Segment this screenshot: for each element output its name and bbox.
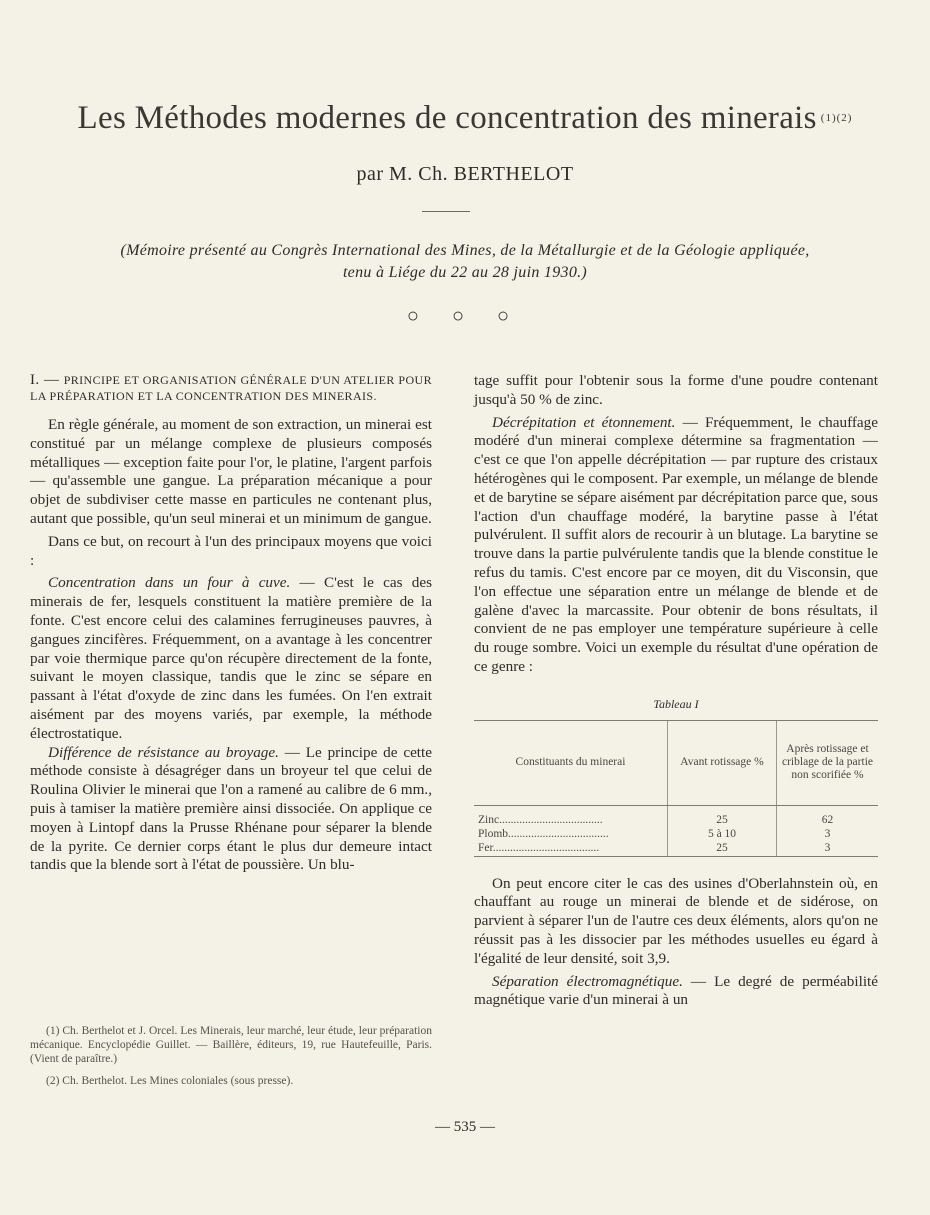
memo-line-1: (Mémoire présenté au Congrès International des Mines, de la Métallurgie et de la Géologie appliquée, bbox=[120, 242, 810, 259]
section-heading: I. — PRINCIPE ET ORGANISATION GÉNÉRALE D'UN ATELIER POUR LA PRÉPARATION ET LA CONCENTRATION DES MINERAIS. bbox=[30, 372, 432, 403]
article-title: Les Méthodes modernes de concentration des minerais $^{(1)(2)}$ bbox=[77, 100, 853, 136]
paragraph: Dans ce but, on recourt à l'un des principaux moyens que voici : bbox=[30, 532, 432, 569]
paragraph: tage suffit pour l'obtenir sous la forme d'une poudre contenant jusqu'à 50 % de zinc. bbox=[474, 372, 878, 408]
table-cell: Plomb................................... bbox=[478, 828, 609, 841]
ornament: ○ ○ ○ bbox=[406, 305, 524, 327]
table-cell: 62 bbox=[777, 805, 879, 828]
paragraph: Différence de résistance au broyage. — Le principe de cette méthode consiste à désagréger dans un broyeur tel que celui de Roulina Olivier le minerai que l'on a ramené au calibre de 6 mm., puis à tamiser la matière première ainsi dissociée. On applique ce moyen à Lintopf dans la Prusse Rhénane pour séparer la blende de la pyrite. Ce dernier corps étant le plus dur demeure intact tandis que la blende sort à l'état de poussière. Un blu- bbox=[30, 743, 432, 874]
title-rule bbox=[422, 211, 470, 212]
table-row bbox=[474, 828, 878, 842]
footnotes bbox=[30, 1024, 432, 1096]
right-column bbox=[474, 372, 878, 1010]
column-header: Après rotissage et criblage de la partie non scorifiée % bbox=[777, 720, 879, 805]
footnote-1: (1) Ch. Berthelot et J. Orcel. Les Minerais, leur marché, leur étude, leur préparation mécanique. Encyclopédie Guillet. — Baillère, éditeurs, 19, rue Hautefeuille, Paris. (Vient de paraître.) bbox=[30, 1025, 432, 1065]
footnote-2: (2) Ch. Berthelot. Les Mines coloniales (sous presse). bbox=[46, 1075, 294, 1087]
data-table bbox=[474, 720, 878, 857]
left-column bbox=[30, 372, 432, 875]
author-byline: par M. Ch. BERTHELOT bbox=[356, 163, 574, 185]
table-cell: 3 bbox=[777, 842, 879, 857]
table-cell: 3 bbox=[777, 828, 879, 842]
paragraph: Concentration dans un four à cuve. — C'est le cas des minerais de fer, lesquels constituent la matière première de la fonte. C'est encore celui des calamines ferrugineuses pauvres, à gangues zincifères. Fréquemment, on a avantage à les concentrer par voie thermique parce qu'on récupère directement de la fonte, suivant le moyen classique, tandis que le zinc se sépare en passant à l'état d'oxyde de zinc dans les fumées. On l'en extrait aisément par des moyens variés, par exemple, la méthode électrostatique. bbox=[30, 574, 432, 742]
title-footnote-marks: (1)(2) bbox=[820, 112, 853, 124]
paragraph: En règle générale, au moment de son extraction, un minerai est constitué par un mélange complexe de plusieurs composés métalliques — exception faite pour l'or, le platine, l'argent parfois — qu'assemble une gangue. La préparation mécanique a pour objet de subdiviser cette masse en particules ne contenant plus, autant que possible, qu'un seul minerai et un minimum de gangue. bbox=[30, 416, 432, 527]
table-cell: 25 bbox=[668, 805, 777, 828]
table-caption: Tableau I bbox=[653, 696, 699, 711]
table-cell: Zinc.................................... bbox=[478, 814, 603, 827]
page-number: — 535 — bbox=[435, 1119, 495, 1135]
table-cell: 5 à 10 bbox=[668, 828, 777, 842]
column-header: Constituants du minerai bbox=[474, 720, 668, 805]
memo-note bbox=[33, 240, 897, 284]
paragraph: Décrépitation et étonnement. — Fréquemment, le chauffage modéré d'un minerai complexe détermine sa fragmentation — c'est ce que l'on appelle décrépitation — par rupture des cristaux hétérogènes qui le composent. Par exemple, un mélange de blende et de barytine se sépare aisément par décrépitation parce que, sous l'action d'un chauffage modéré, la barytine passe à l'état pulvérulent. Il suffit alors de recourir à un blutage. La barytine se trouve dans la partie pulvérulente tandis que la blende constitue le refus du tamis. C'est encore par ce moyen, dit du Visconsin, que l'on effectue une séparation entre un mélange de blende et de galène d'avec la marcassite. Pour obtenir de bons résultats, il convient de ne pas employer une température supérieure à celle du rouge sombre. Voici un exemple du résultat d'une opération de ce genre : bbox=[474, 413, 878, 675]
table-cell: Fer..................................... bbox=[474, 842, 668, 857]
table-row bbox=[474, 842, 878, 857]
column-header: Avant rotissage % bbox=[668, 720, 777, 805]
paragraph: Séparation électromagnétique. — Le degré de perméabilité magnétique varie d'un minerai à un bbox=[474, 972, 878, 1009]
table-cell: 25 bbox=[668, 842, 777, 857]
table-row bbox=[474, 805, 878, 828]
paragraph: On peut encore citer le cas des usines d'Oberlahnstein où, en chauffant au rouge un minerai de blende et de sidérose, on parvient à séparer l'un de l'autre ces deux éléments, alors qu'on ne réussit pas à les dissocier par les méthodes usuelles eu égard à l'égalité de leur densité, soit 3,9. bbox=[474, 874, 878, 967]
table-header-row bbox=[474, 720, 878, 805]
memo-line-2: tenu à Liége du 22 au 28 juin 1930.) bbox=[342, 264, 588, 281]
